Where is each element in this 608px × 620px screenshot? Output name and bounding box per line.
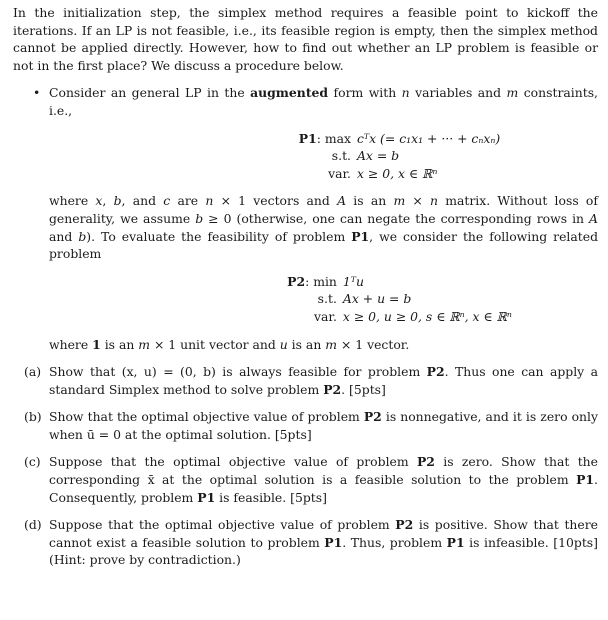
w1-t14: n (430, 193, 439, 209)
qd-t3: is positive. Show that there cannot exist a feasible solution to problem (49, 517, 598, 550)
qd-t7: is infeasible. [10pts] (Hint: prove by contradiction.) (49, 534, 598, 568)
problem-p1 (201, 130, 598, 183)
w1-t1: where (49, 193, 96, 209)
w2-t6: u (279, 336, 288, 352)
p1-name: P1 (298, 130, 317, 146)
bullet-text (49, 84, 598, 119)
w1-t7: are (170, 193, 206, 209)
p1-objective-expr: cᵀx (= c₁x₁ + ··· + cₙxₙ) (356, 130, 501, 146)
w1-t19: and (49, 228, 79, 244)
question-a (13, 363, 598, 398)
qc-t1: Suppose that the optimal objective value of problem (49, 454, 417, 470)
w1-t15: matrix. Without loss of generality, we assume (49, 193, 598, 226)
qd-t5: . Thus, problem (342, 534, 447, 550)
p2-var-expr: x ≥ 0, u ≥ 0, s ∈ ℝⁿ, x ∈ ℝⁿ (342, 308, 512, 324)
qc-t6: P1 (197, 489, 216, 505)
question-c-letter: (c) (24, 454, 41, 470)
intro-paragraph: In the initialization step, the simplex method requires a feasible point to kickoff the iterations. If an LP is not feasible, i.e., its feasible region is empty, then the simplex method cannot be applied directly. However, how to find out whether an LP problem is feasible or not in the first place? We discuss a procedure below. (13, 5, 598, 73)
qa-t3: . Thus one can apply a standard Simplex method to solve problem (49, 364, 598, 397)
p2-constraint-expr: Ax + u = b (342, 291, 412, 307)
w1-t13: × (405, 193, 431, 209)
w2-t1: where (49, 336, 93, 352)
w1-t21: ). To evaluate the feasibility of problem (86, 228, 352, 244)
p2-st-label: s.t. (317, 291, 337, 307)
question-c-text (49, 453, 598, 506)
question-b (13, 408, 598, 443)
question-d-text (49, 516, 598, 569)
qc-t4: P1 (576, 472, 595, 488)
p2-min: : min (305, 273, 337, 289)
w2-t4: m (138, 336, 151, 352)
w2-t8: m (325, 336, 337, 352)
question-c (13, 453, 598, 506)
question-list (13, 363, 598, 569)
p1-st-label: s.t. (331, 148, 351, 164)
qa-t2: P2 (426, 364, 445, 380)
qb-t3: is nonnegative, and it is zero only when ū = 0 at the optimal solution. [5pts] (49, 409, 599, 442)
bullet-var-n: n (401, 85, 410, 101)
w2-t5: × 1 unit vector and (150, 336, 280, 352)
qc-t7: is feasible. [5pts] (215, 489, 327, 505)
question-a-text (49, 363, 598, 398)
w2-t3: is an (100, 336, 139, 352)
p1-constraint-expr: Ax = b (356, 148, 400, 164)
w1-t17: ≥ 0 (otherwise, one can negate the corresponding rows in (203, 210, 590, 226)
w2-t7: is an (287, 336, 326, 352)
p2-var-label: var. (314, 308, 337, 324)
bullet-bold-augmented: augmented (250, 85, 329, 101)
w1-t5: , and (121, 193, 164, 209)
w1-t12: m (393, 193, 406, 209)
qd-t2: P2 (395, 517, 414, 533)
question-d-letter: (d) (24, 517, 42, 533)
w1-t23: , we consider the following related problem (49, 228, 598, 262)
bullet-text-1: Consider an general LP in the (49, 85, 251, 101)
bullet-text-7: constraints, i.e., (49, 85, 598, 118)
w2-t2: 1 (92, 336, 101, 352)
where2-paragraph (49, 336, 598, 354)
w1-t6: c (163, 193, 171, 209)
w1-t2: x (95, 193, 103, 209)
bullet-item (13, 84, 598, 353)
p1-max: : max (316, 130, 351, 146)
w1-t11: is an (346, 193, 394, 209)
qa-t1: Show that (x, u) = (0, b) is always feasible for problem (49, 364, 427, 380)
bullet-text-5: variables and (409, 85, 507, 101)
bullet-var-m: m (506, 85, 519, 101)
bullet-text-3: form with (328, 85, 402, 101)
qb-t1: Show that the optimal objective value of problem (49, 409, 364, 425)
qb-t2: P2 (363, 409, 382, 425)
question-b-letter: (b) (24, 409, 42, 425)
question-b-text (49, 408, 598, 443)
p2-objective-expr: 1ᵀu (342, 273, 364, 289)
qd-t6: P1 (446, 534, 465, 550)
qc-t5: . Consequently, problem (49, 472, 598, 505)
p2-objective-label (201, 273, 337, 291)
p1-objective-label (201, 130, 351, 148)
w1-t10: A (337, 193, 347, 209)
question-d (13, 516, 598, 569)
bullet-dot-icon: • (33, 85, 41, 101)
problem-p2 (201, 273, 598, 326)
w1-t3: , (102, 193, 114, 209)
p2-name: P2 (287, 273, 306, 289)
w1-t16: b (195, 210, 204, 226)
w1-t8: n (205, 193, 214, 209)
qd-t4: P1 (324, 534, 343, 550)
p1-var-label: var. (328, 165, 351, 181)
question-a-letter: (a) (24, 364, 42, 380)
w1-t4: b (113, 193, 122, 209)
w2-t9: × 1 vector. (337, 336, 410, 352)
qa-t4: P2 (323, 381, 342, 397)
w1-t18: A (589, 210, 598, 226)
w1-t22: P1 (351, 228, 370, 244)
p1-var-expr: x ≥ 0, x ∈ ℝⁿ (356, 165, 438, 181)
w1-t20: b (78, 228, 87, 244)
where1-paragraph (49, 192, 598, 262)
qc-t2: P2 (416, 454, 435, 470)
w1-t9: × 1 vectors and (213, 193, 338, 209)
qc-t3: is zero. Show that the corresponding x̄ at the optimal solution is a feasible solution to the problem (49, 454, 598, 488)
qa-t5: . [5pts] (341, 381, 386, 397)
qd-t1: Suppose that the optimal objective value of problem (49, 517, 396, 533)
